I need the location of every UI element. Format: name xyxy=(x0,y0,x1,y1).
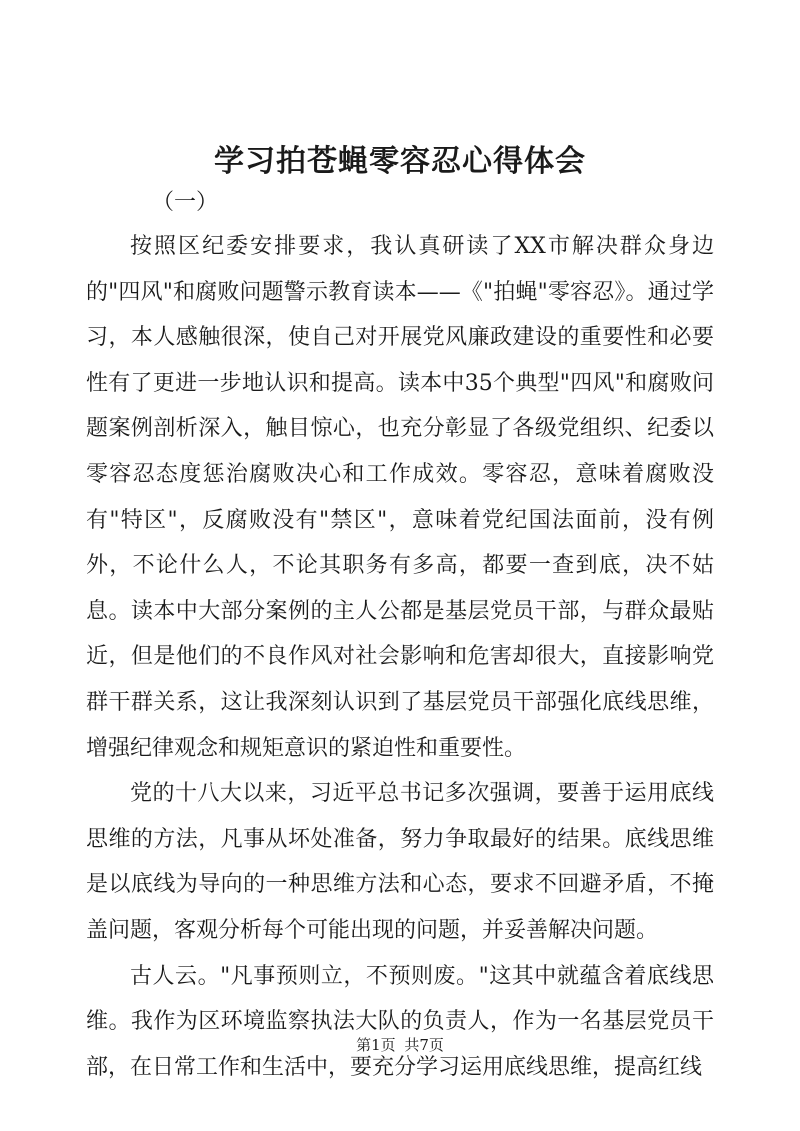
paragraph-1: 按照区纪委安排要求，我认真研读了XX市解决群众身边的"四风"和腐败问题警示教育读本——《"拍蝇"零容忍》。通过学习，本人感触很深，使自己对开展党风廉政建设的重要性和必要性有了更进一步地认识和提高。读本中35个典型"四风"和腐败问题案例剖析深入，触目惊心，也充分彰显了各级党组织、纪委以零容忍态度惩治腐败决心和工作成效。零容忍，意味着腐败没有"特区"，反腐败没有"禁区"，意味着党纪国法面前，没有例外，不论什么人，不论其职务有多高，都要一查到底，决不姑息。读本中大部分案例的主人公都是基层党员干部，与群众最贴近，但是他们的不良作风对社会影响和危害却很大，直接影响党群干群关系，这让我深刻认识到了基层党员干部强化底线思维，增强纪律观念和规矩意识的紧迫性和重要性。 xyxy=(86,234,714,761)
section-label: （一） xyxy=(152,190,219,215)
page-number-current: 第1页 xyxy=(356,1036,396,1054)
document-title: 学习拍苍蝇零容忍心得体会 xyxy=(214,144,586,179)
page-footer xyxy=(0,1034,800,1056)
page-number-total: 共7页 xyxy=(404,1036,444,1054)
document-body xyxy=(86,224,714,1090)
paragraph-3: 古人云。"凡事预则立，不预则废。"这其中就蕴含着底线思维。我作为区环境监察执法大队的负责人，作为一名基层党员干部，在日常工作和生活中，要充分学习运用底线思维，提高红线 xyxy=(86,963,714,1080)
paragraph-2: 党的十八大以来，习近平总书记多次强调，要善于运用底线思维的方法，凡事从坏处准备，努力争取最好的结果。底线思维是以底线为导向的一种思维方法和心态，要求不回避矛盾，不掩盖问题，客观分析每个可能出现的问题，并妥善解决问题。 xyxy=(86,781,714,943)
